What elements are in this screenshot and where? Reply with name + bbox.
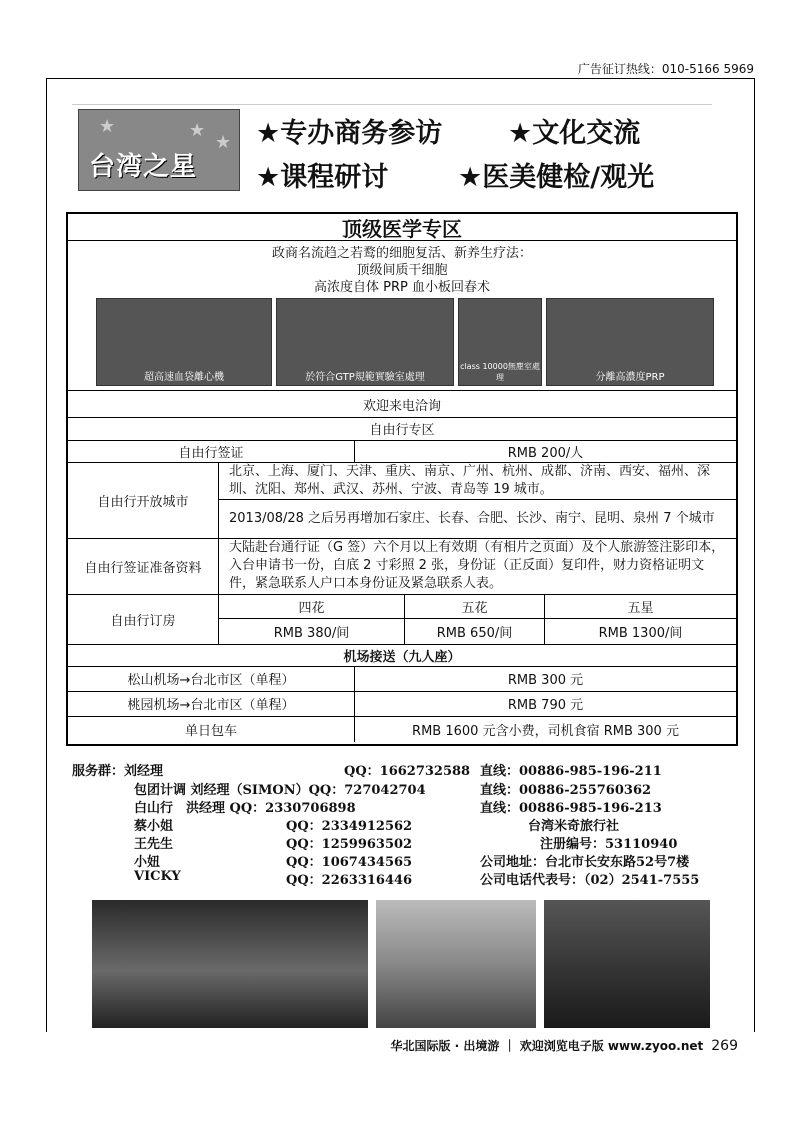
left-rule <box>46 78 47 1032</box>
intro-line: 高浓度自体 PRP 血小板回春术 <box>314 280 490 295</box>
airport-title: 机场接送（九人座） <box>343 649 461 665</box>
airport-title-row <box>68 644 736 667</box>
welcome-row <box>68 390 736 418</box>
docs-label: 自由行签证准备资料 <box>84 560 202 576</box>
contact-wang: 王先生 <box>134 837 174 852</box>
medical-intro <box>68 245 736 296</box>
medical-title: 顶级医学专区 <box>342 216 462 241</box>
route-songshan: 松山机场→台北市区（单程） <box>127 673 295 688</box>
tel-group: 直线：00886-255760362 <box>480 783 652 798</box>
baishan-contact: 白山行 洪经理 QQ：2330706898 <box>134 801 356 816</box>
hotel-head-5flower: 五花 <box>404 594 544 619</box>
palace-museum-photo <box>92 900 368 1028</box>
free-travel-title-row <box>68 416 736 441</box>
cities-label: 自由行开放城市 <box>97 494 189 510</box>
agency-name: 台湾米奇旅行社 <box>528 819 620 834</box>
contact-cai: 蔡小姐 <box>134 819 174 834</box>
hotel-head-5star: 五星 <box>544 594 736 619</box>
price-taoyuan: RMB 790 元 <box>354 691 736 716</box>
sun-moon-lake-photo <box>376 900 536 1028</box>
qq-liu: QQ：1662732588 <box>344 764 471 779</box>
right-rule <box>754 78 755 1032</box>
cities-list-19: 北京、上海、厦门、天津、重庆、南京、广州、杭州、成都、济南、西安、福州、深圳、沈阳、郑州、武汉、苏州、宁波、青岛等 19 城市。 <box>218 462 736 500</box>
company-phone: 公司电话代表号：（02）2541-7555 <box>480 873 700 888</box>
registration-number: 注册编号：53110940 <box>540 837 678 852</box>
intro-line: 政商名流趋之若鹜的细胞复活、新养生疗法： <box>271 246 532 261</box>
slogan-course: ★课程研讨 <box>256 162 389 193</box>
route-charter: 单日包车 <box>184 723 237 739</box>
hotel-price-5star: RMB 1300/间 <box>544 619 736 644</box>
page-number: 269 <box>711 1038 738 1054</box>
medical-photos <box>96 298 714 386</box>
contact-xiao: 小妞 <box>134 855 161 870</box>
medical-title-row <box>68 214 736 241</box>
photo-caption: 於符合GTP規範實驗室處理 <box>305 372 425 383</box>
slogan-medical: ★医美健检/观光 <box>458 162 655 193</box>
docs-text: 大陆赴台通行证（G 签）六个月以上有效期（有相片之页面）及个人旅游签注影印本，入台申请书一份，白底 2 寸彩照 2 张，身份证（正反面）复印件，财力资格证明文件，紧急联系人户口本身份证及紧急联系人表。 <box>218 538 736 594</box>
banner <box>72 104 712 199</box>
photo-caption: 分離高濃度PRP <box>595 372 665 383</box>
hotel-price-4flower: RMB 380/间 <box>218 619 404 644</box>
charter-row <box>68 716 736 742</box>
star-icon: ★ <box>215 132 232 153</box>
slogan-business: ★专办商务参访 <box>256 118 443 149</box>
footer-text: 华北国际版 · 出境游 ｜ 欢迎浏览电子版 www.zyoo.net <box>390 1039 704 1053</box>
visa-label: 自由行签证 <box>178 445 244 461</box>
ad-hotline: 广告征订热线：010-5166 5969 <box>577 62 754 76</box>
company-address: 公司地址：台北市长安东路52号7楼 <box>480 855 690 870</box>
tel-liu: 直线：00886-985-196-211 <box>480 764 662 779</box>
visa-row <box>68 440 736 463</box>
service-label: 服务群：刘经理 <box>72 764 164 779</box>
cities-list-7: 2013/08/28 之后另再增加石家庄、长春、合肥、长沙、南宁、昆明、泉州 7 个城市 <box>218 500 736 538</box>
prp-photo <box>546 298 714 386</box>
cities-row <box>68 462 736 539</box>
logo-text: 台湾之星 <box>89 152 198 182</box>
intro-line: 顶级间质干细胞 <box>356 263 448 278</box>
docs-row <box>68 538 736 595</box>
top-rule <box>46 78 754 79</box>
group-contact: 包团计调 刘经理（SIMON）QQ：727042704 <box>134 783 426 798</box>
airport-row <box>68 666 736 692</box>
star-icon: ★ <box>99 116 116 137</box>
qq-wang: QQ：1259963502 <box>286 837 413 852</box>
hotel-row <box>68 594 736 645</box>
taiwan-star-logo <box>78 109 240 191</box>
slogan-culture: ★文化交流 <box>508 118 641 149</box>
route-taoyuan: 桃园机场→台北市区（单程） <box>127 698 295 713</box>
photo-caption: 超高速血袋離心機 <box>144 372 224 383</box>
price-charter: RMB 1600 元含小费，司机食宿 RMB 300 元 <box>354 716 736 742</box>
centrifuge-photo <box>96 298 272 386</box>
qq-xiao: QQ：1067434565 <box>286 855 413 870</box>
photo-caption: class 10000無塵室處理 <box>460 362 540 382</box>
hotel-price-5flower: RMB 650/间 <box>404 619 544 644</box>
welcome-text: 欢迎来电洽询 <box>362 398 441 414</box>
contact-vicky: VICKY <box>134 869 181 884</box>
star-icon: ★ <box>189 120 206 141</box>
price-songshan: RMB 300 元 <box>354 666 736 691</box>
tel-baishan: 直线：00886-985-196-213 <box>480 801 662 816</box>
airport-row <box>68 691 736 717</box>
service-table <box>66 212 738 746</box>
visa-price: RMB 200/人 <box>354 440 736 462</box>
footer <box>390 1037 738 1054</box>
qq-vicky: QQ：2263316446 <box>286 873 413 888</box>
cleanroom-photo <box>458 298 542 386</box>
hotel-head-4flower: 四花 <box>218 594 404 619</box>
qq-cai: QQ：2334912562 <box>286 819 413 834</box>
hotel-label: 自由行订房 <box>110 613 176 629</box>
taipei-101-photo <box>544 900 710 1028</box>
free-travel-title: 自由行专区 <box>369 422 435 438</box>
lab-photo <box>276 298 454 386</box>
